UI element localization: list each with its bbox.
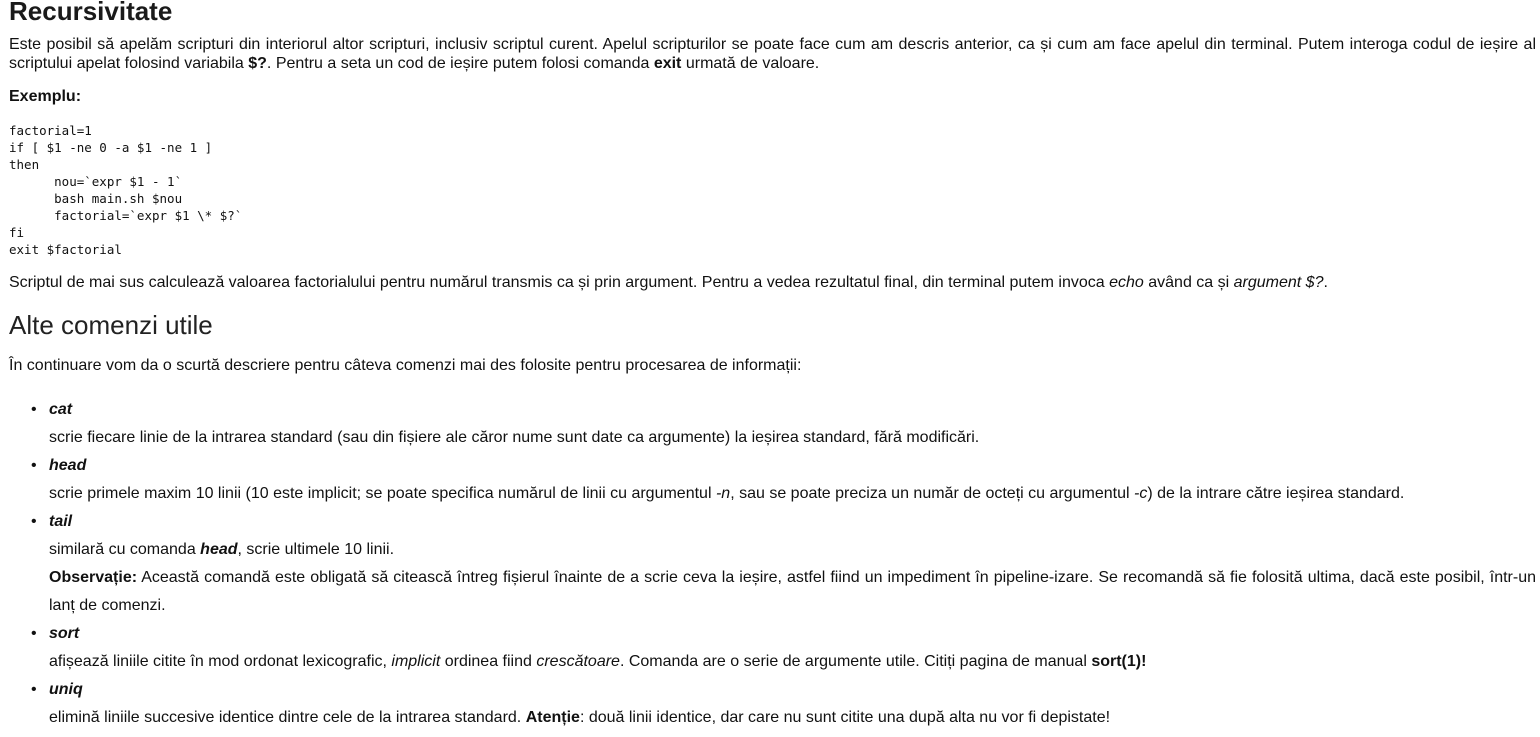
explanation-echo: echo bbox=[1109, 274, 1144, 291]
list-item-head bbox=[31, 452, 1536, 480]
command-name-tail: tail bbox=[49, 513, 73, 530]
head-desc-3: ) de la intrare către ieșirea standard. bbox=[1147, 485, 1405, 502]
tail-desc-2: , scrie ultimele 10 linii. bbox=[237, 541, 395, 558]
explanation-text-3: . bbox=[1323, 274, 1328, 291]
intro-text-2: . Pentru a seta un cod de ieșire putem folosi comanda bbox=[266, 55, 654, 72]
uniq-attention: Atenție bbox=[525, 709, 580, 726]
explanation-text-1: Scriptul de mai sus calculează valoarea factorialului pentru numărul transmis ca și prin argument. Pentru a vedea rezultatul final, din terminal putem invoca bbox=[9, 274, 1110, 291]
sort-desc-4: ! bbox=[1141, 653, 1147, 670]
intro-text-3: urmată de valoare. bbox=[681, 55, 820, 72]
sort-desc-1: afișează liniile citite în mod ordonat lexicografic, bbox=[49, 653, 392, 670]
explanation-text-2: având ca și bbox=[1143, 274, 1234, 291]
list-item-sort bbox=[31, 620, 1536, 648]
sort-implicit: implicit bbox=[391, 653, 441, 670]
command-desc-tail bbox=[49, 536, 1536, 564]
section-subtitle: Alte comenzi utile bbox=[9, 310, 213, 340]
head-arg-c: -c bbox=[1133, 485, 1148, 502]
bullet-icon: • bbox=[31, 457, 37, 474]
explanation-argument: argument $? bbox=[1233, 274, 1324, 291]
sort-ascending: crescătoare bbox=[536, 653, 620, 670]
intro-variable: $? bbox=[248, 55, 267, 72]
command-desc-sort bbox=[49, 648, 1536, 676]
command-name-uniq: uniq bbox=[49, 681, 83, 698]
tail-desc-1: similară cu comanda bbox=[49, 541, 201, 558]
head-desc-2: , sau se poate preciza un număr de octeți cu argumentul bbox=[730, 485, 1134, 502]
observation-text: Această comandă este obligată să citească întreg fișierul înainte de a scrie ceva la ieșire, astfel fiind un impediment în pipeline-izare. Se recomandă să fie folosită ultima, dacă este posibil, într-un lanț de comenzi. bbox=[49, 569, 1536, 614]
sort-desc-3: . Comanda are o serie de argumente utile. Citiți pagina de manual bbox=[619, 653, 1092, 670]
tail-observation bbox=[49, 564, 1536, 620]
list-item-uniq bbox=[31, 676, 1536, 704]
command-name-cat: cat bbox=[49, 401, 73, 418]
uniq-desc-1: elimină liniile succesive identice dintre cele de la intrarea standard. bbox=[49, 709, 526, 726]
intro-paragraph bbox=[9, 35, 1536, 73]
command-desc-head bbox=[49, 480, 1536, 508]
commands-intro: În continuare vom da o scurtă descriere pentru câteva comenzi mai des folosite pentru procesarea de informații: bbox=[9, 357, 802, 374]
list-item-tail bbox=[31, 508, 1536, 536]
commands-list bbox=[9, 396, 1536, 732]
intro-text-1: Este posibil să apelăm scripturi din interiorul altor scripturi, inclusiv scriptul curent. Apelul scripturilor se poate face cum am descris anterior, ca și cum am face apelul din terminal. Putem interoga codul de ieșire al scriptului apelat folosind variabila bbox=[9, 36, 1536, 72]
head-arg-n: -n bbox=[715, 485, 731, 502]
intro-command: exit bbox=[653, 55, 682, 72]
sort-man-page: sort(1) bbox=[1091, 653, 1142, 670]
example-label: Exemplu: bbox=[9, 88, 82, 105]
command-name-head: head bbox=[49, 457, 87, 474]
command-desc-cat bbox=[49, 424, 1536, 452]
tail-ref-head: head bbox=[200, 541, 238, 558]
command-desc-uniq bbox=[49, 704, 1536, 732]
page-title: Recursivitate bbox=[9, 0, 173, 26]
bullet-icon: • bbox=[31, 401, 37, 418]
bullet-icon: • bbox=[31, 513, 37, 530]
code-explanation bbox=[9, 274, 1328, 292]
uniq-desc-2: : două linii identice, dar care nu sunt citite una după alta nu vor fi depistate! bbox=[579, 709, 1111, 726]
bullet-icon: • bbox=[31, 625, 37, 642]
sort-desc-2: ordinea fiind bbox=[440, 653, 537, 670]
cat-desc-text: scrie fiecare linie de la intrarea standard (sau din fișiere ale căror nume sunt date ca argumente) la ieșirea standard, fără modificări. bbox=[49, 429, 980, 446]
bullet-icon: • bbox=[31, 681, 37, 698]
command-name-sort: sort bbox=[49, 625, 80, 642]
list-item-cat bbox=[31, 396, 1536, 424]
observation-label: Observație: bbox=[49, 569, 138, 586]
head-desc-1: scrie primele maxim 10 linii (10 este implicit; se poate specifica numărul de linii cu argumentul bbox=[49, 485, 716, 502]
code-block: factorial=1 if [ $1 -ne 0 -a $1 -ne 1 ] then nou=`expr $1 - 1` bash main.sh $nou factorial=`expr $1 \* $?` fi exit $factorial bbox=[9, 123, 243, 257]
